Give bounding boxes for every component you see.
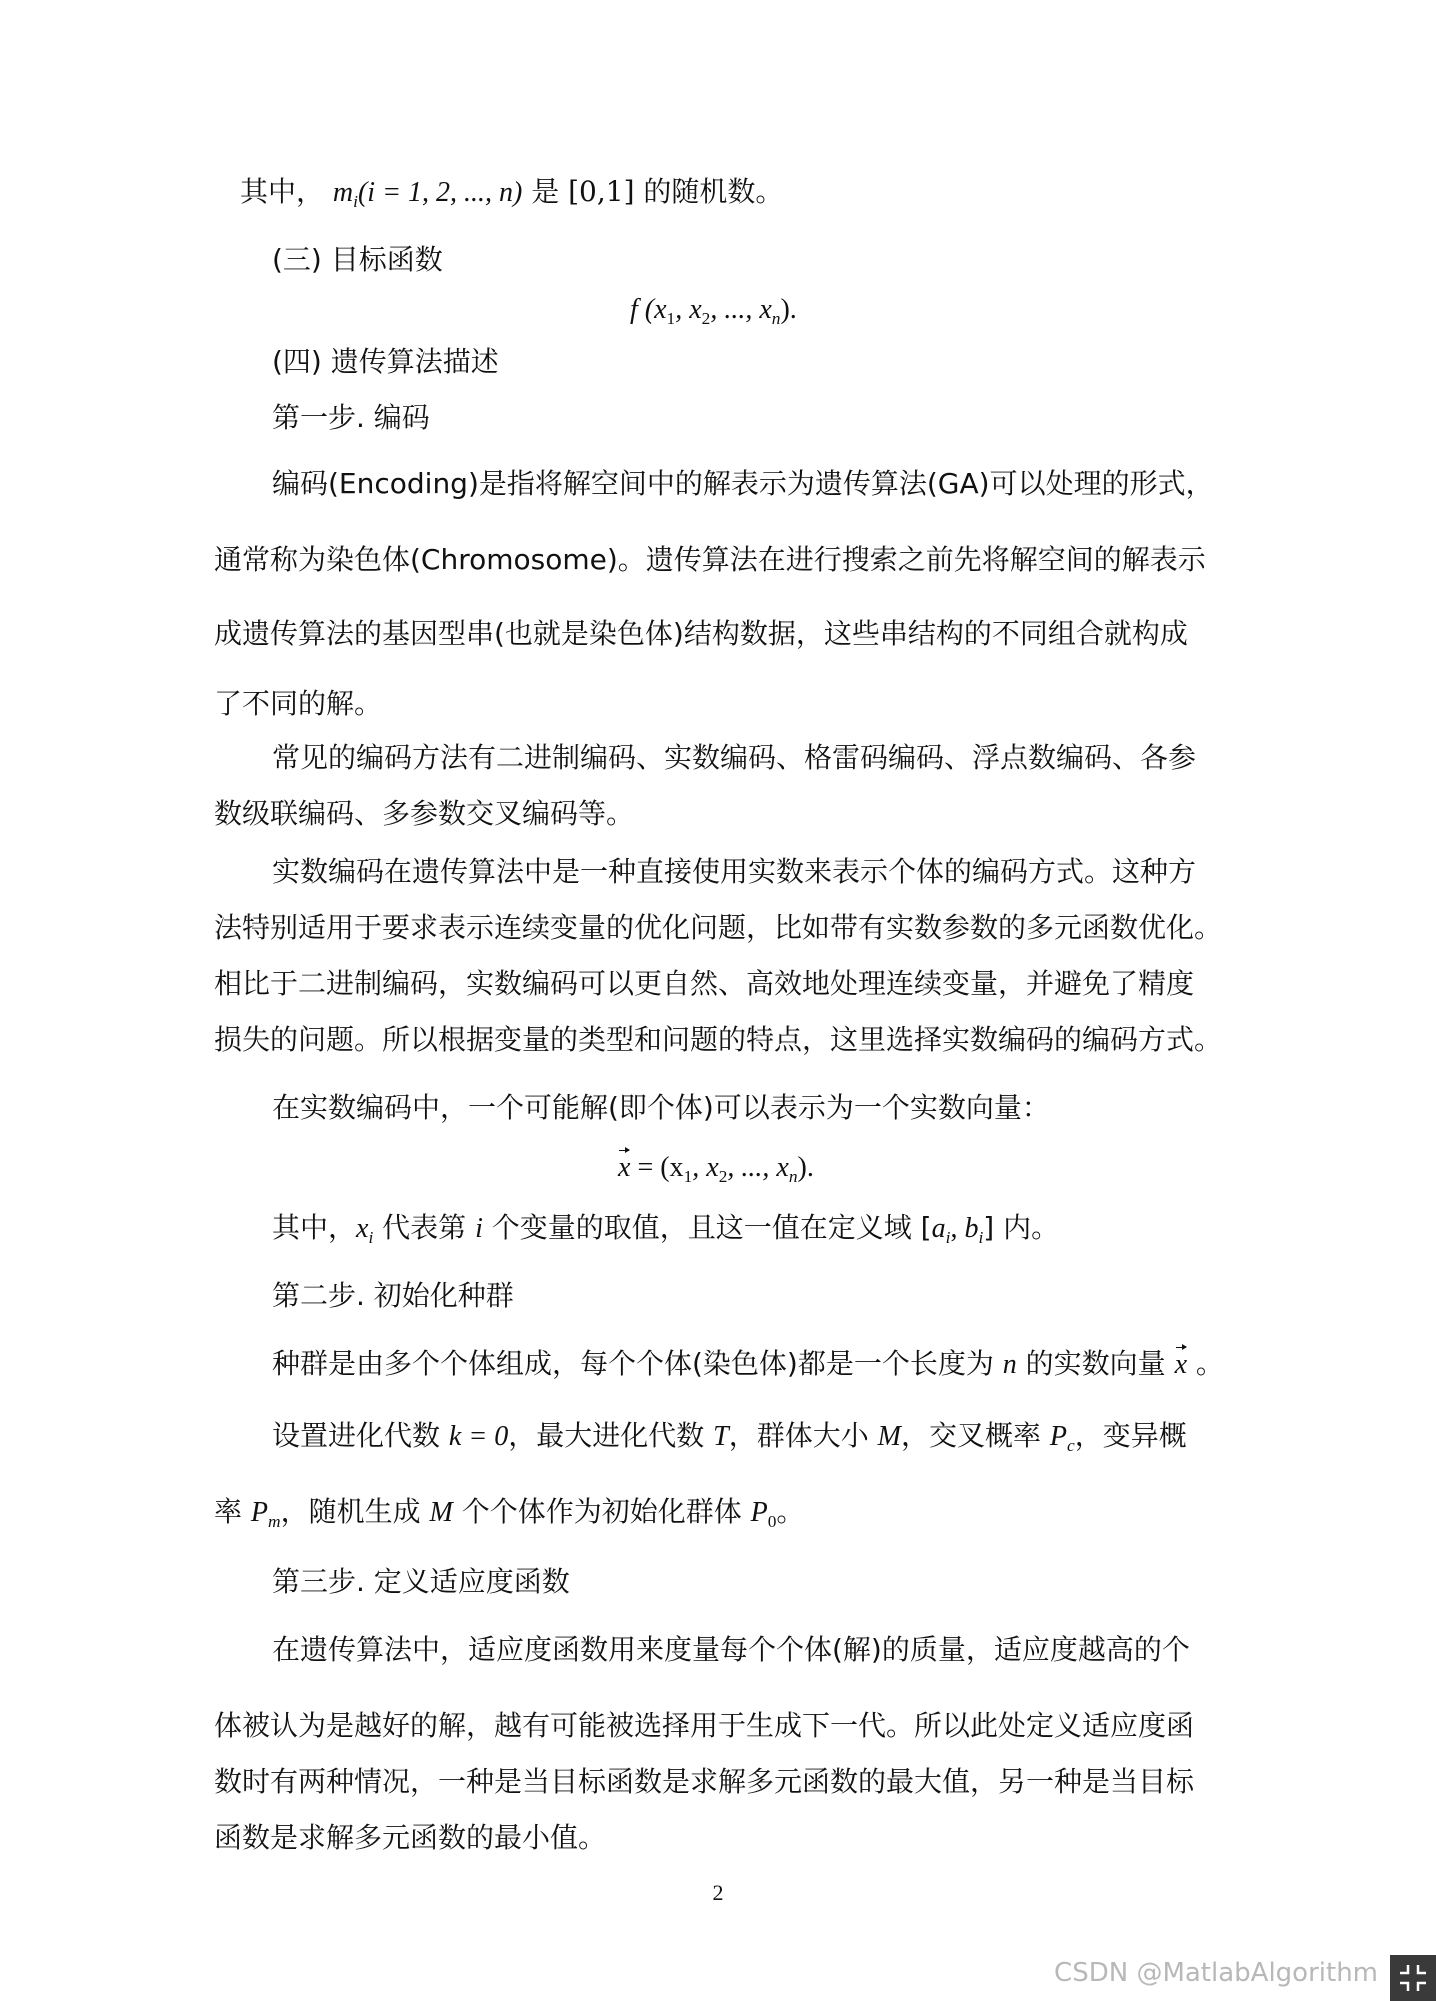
paragraph-line: 数级联编码、多参数交叉编码等。: [214, 797, 635, 830]
paragraph-line: 实数编码在遗传算法中是一种直接使用实数来表示个体的编码方式。这种方: [272, 855, 1197, 888]
paragraph-line: 编码(Encoding)是指将解空间中的解表示为遗传算法(GA)可以处理的形式，: [272, 467, 1214, 500]
paragraph-line: 种群是由多个个体组成，每个个体(染色体)都是一个长度为 n 的实数向量 x 。: [272, 1344, 1224, 1385]
page-number: 2: [712, 1880, 724, 1905]
paragraph-line: 设置进化代数 k = 0，最大进化代数 T，群体大小 M，交叉概率 $P_c$，变异概: [272, 1419, 1187, 1456]
step-heading: 第一步. 编码: [272, 401, 430, 434]
paragraph-line: 损失的问题。所以根据变量的类型和问题的特点，这里选择实数编码的编码方式。: [214, 1023, 1223, 1056]
step-heading: 第三步. 定义适应度函数: [272, 1565, 570, 1598]
paragraph-line: 其中，$x_i$ 代表第 i 个变量的取值，且这一值在定义域 [$a_i$, $b_i$] 内。: [272, 1211, 1060, 1248]
paragraph-line: 成遗传算法的基因型串(也就是染色体)结构数据，这些串结构的不同组合就构成: [214, 617, 1188, 650]
paragraph-line: 法特别适用于要求表示连续变量的优化问题，比如带有实数参数的多元函数优化。: [214, 911, 1223, 944]
math-expression: $m_i(i = 1$, 2, ..., n): [332, 177, 523, 212]
paragraph-line: 常见的编码方法有二进制编码、实数编码、格雷码编码、浮点数编码、各参: [272, 741, 1197, 774]
section-heading: (四) 遗传算法描述: [272, 345, 499, 378]
text-fragment: 其中，: [240, 175, 325, 208]
paragraph-line: 在实数编码中，一个可能解(即个体)可以表示为一个实数向量：: [272, 1091, 1050, 1124]
paragraph-line: 率 $P_m$，随机生成 M 个个体作为初始化群体 $P_0$。: [214, 1495, 805, 1532]
section-heading: (三) 目标函数: [272, 243, 443, 276]
paragraph-line: 数时有两种情况，一种是当目标函数是求解多元函数的最大值，另一种是当目标: [214, 1765, 1195, 1798]
paragraph-line: 体被认为是越好的解，越有可能被选择用于生成下一代。所以此处定义适应度函: [214, 1709, 1195, 1742]
paragraph-line: 相比于二进制编码，实数编码可以更自然、高效地处理连续变量，并避免了精度: [214, 967, 1195, 1000]
step-heading: 第二步. 初始化种群: [272, 1279, 514, 1312]
paragraph-line: 函数是求解多元函数的最小值。: [214, 1821, 607, 1854]
watermark: CSDN @MatlabAlgorithm: [1054, 1958, 1378, 1988]
objective-function-formula: f ($x_1$, $x_2$, ..., $x_n$).: [630, 294, 797, 329]
paragraph-line: 在遗传算法中，适应度函数用来度量每个个体(解)的质量，适应度越高的个: [272, 1633, 1190, 1666]
text-line: [240, 172, 783, 222]
paragraph-line: 了不同的解。: [214, 687, 383, 720]
paragraph-line: 通常称为染色体(Chromosome)。遗传算法在进行搜索之前先将解空间的解表示: [214, 543, 1206, 576]
vector-formula: $x = (x_1$, $x_2$, ..., $x_n$).: [618, 1148, 814, 1197]
text-fragment: 是 [0,1] 的随机数。: [522, 175, 784, 208]
collapse-icon[interactable]: [1390, 1955, 1436, 2001]
